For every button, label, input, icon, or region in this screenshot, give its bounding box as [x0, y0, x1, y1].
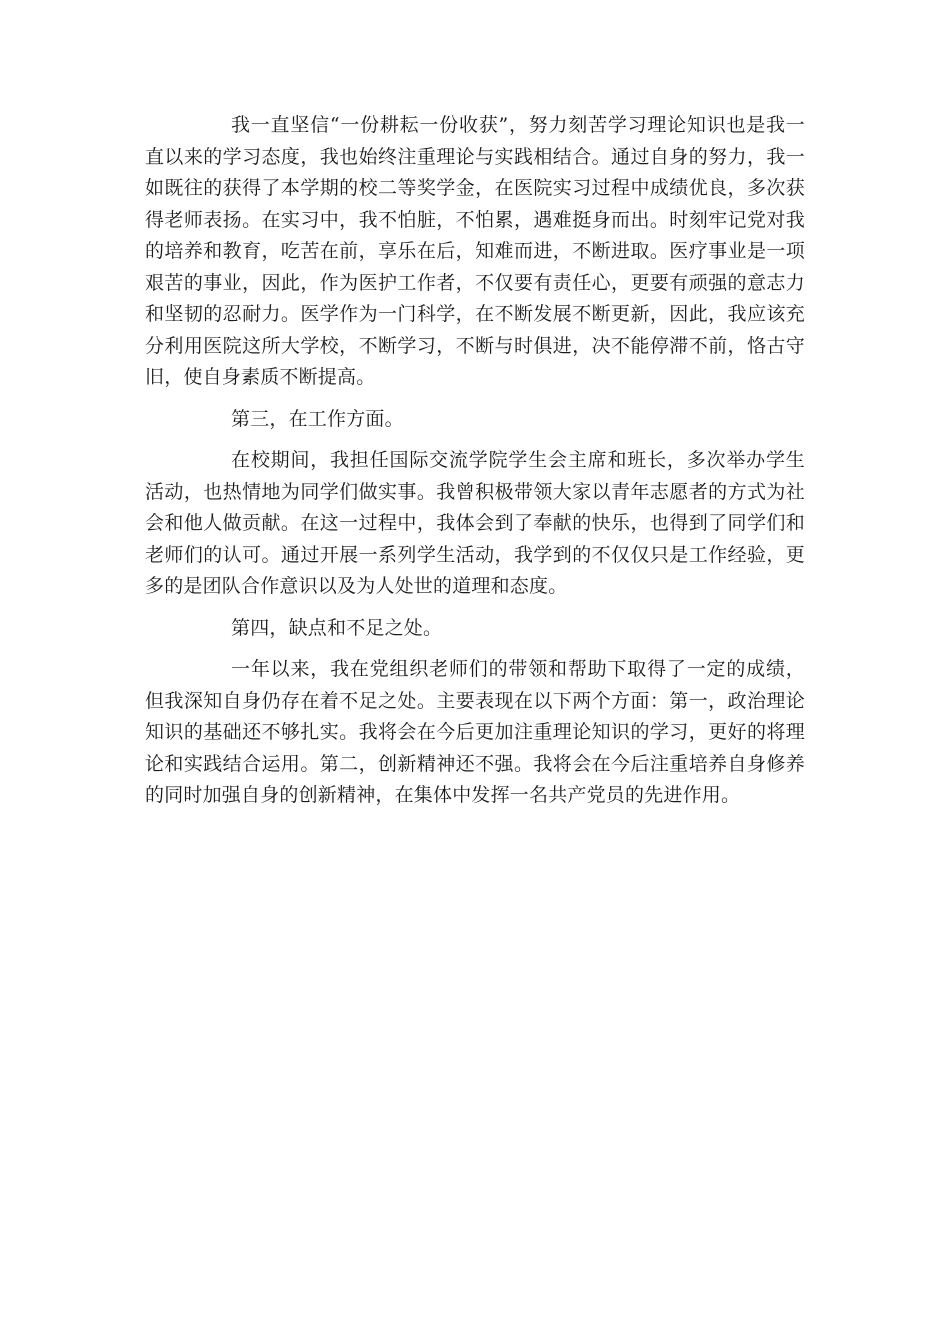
heading-work: 第三，在工作方面。 — [231, 407, 404, 430]
heading-shortcomings: 第四，缺点和不足之处。 — [231, 616, 443, 639]
paragraph-shortcomings: 一年以来，我在党组织老师们的带领和帮助下取得了一定的成绩，但我深知自身仍存在着不足之处。主要表现在以下两个方面：第一，政治理论知识的基础还不够扎实。我将会在今后更加注重理论知识的学习，更好的将理论和实践结合运用。第二，创新精神还不强。我将会在今后注重培养自身修养的同时加强自身的创新精神，在集体中发挥一名共产党员的先进作用。 — [145, 658, 805, 806]
document-body — [145, 110, 805, 822]
paragraph-study-attitude: 我一直坚信“一份耕耘一份收获”，努力刻苦学习理论知识也是我一直以来的学习态度，我也始终注重理论与实践相结合。通过自身的努力，我一如既往的获得了本学期的校二等奖学金，在医院实习过程中成绩优良，多次获得老师表扬。在实习中，我不怕脏，不怕累，遇难挺身而出。时刻牢记党对我的培养和教育，吃苦在前，享乐在后，知难而进，不断进取。医疗事业是一项艰苦的事业，因此，作为医护工作者，不仅要有责任心，更要有顽强的意志力和坚韧的忍耐力。医学作为一门科学，在不断发展不断更新，因此，我应该充分利用医院这所大学校，不断学习，不断与时俱进，决不能停滞不前，恪古守旧，使自身素质不断提高。 — [145, 114, 805, 388]
paragraph-work-experience: 在校期间，我担任国际交流学院学生会主席和班长，多次举办学生活动，也热情地为同学们做实事。我曾积极带领大家以青年志愿者的方式为社会和他人做贡献。在这一过程中，我体会到了奉献的快乐，也得到了同学们和老师们的认可。通过开展一系列学生活动，我学到的不仅仅只是工作经验，更多的是团队合作意识以及为人处世的道理和态度。 — [145, 449, 805, 597]
